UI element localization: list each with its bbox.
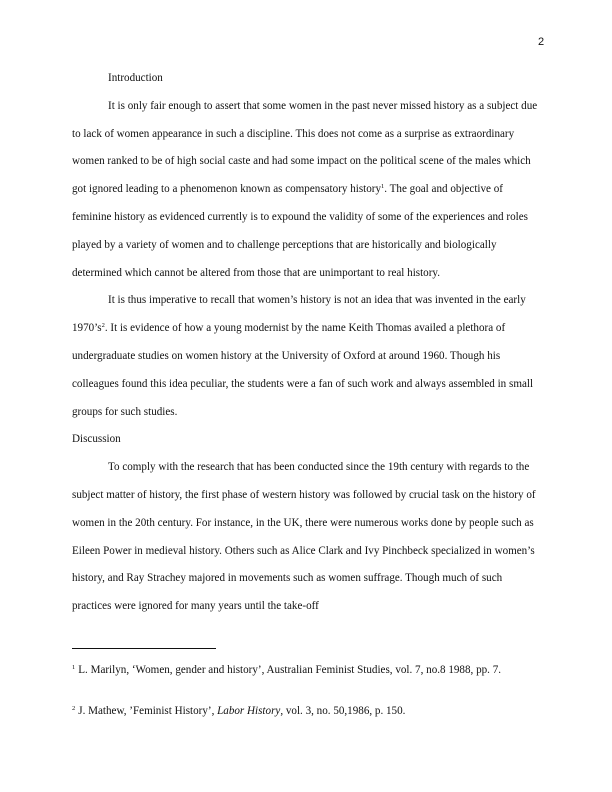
introduction-heading: Introduction [108,72,163,84]
footnote-1 [72,664,542,676]
document-body [72,65,540,621]
discussion-heading: Discussion [72,433,121,446]
footnote-number: 2 [72,705,76,712]
introduction-paragraph-2 [72,287,540,426]
paragraph-text: It is thus imperative to recall that women’s history is not an idea that was invented in the early 1970’s [72,294,526,335]
footnote-2 [72,705,542,717]
paragraph-text-continued: . It is evidence of how a young modernist by the name Keith Thomas availed a plethora of undergraduate studies on women history at the University of Oxford at around 1960. Though his colleagues found this idea peculiar, the students were a fan of such work and always assembled in small groups for such studies. [72,322,534,418]
footnote-number: 1 [72,664,76,671]
footnote-journal-title: Labor History [217,705,281,717]
footnote-ref-2: 2 [101,322,105,330]
discussion-paragraph-1: To comply with the research that has been conducted since the 19th century with regards to the subject matter of history, the first phase of western history was followed by crucial task on the history of women in the 20th century. For instance, in the UK, there were numerous works done by people such as Eileen Power in medieval history. Others such as Alice Clark and Ivy Pinchbeck specialized in women’s history, and Ray Strachey majored in movements such as women suffrage. Though much of such practices were ignored for many years until the take-off [72,461,536,613]
footnote-text-continued: , vol. 3, no. 50,1986, p. 150. [280,705,406,717]
paragraph-text-continued: . The goal and objective of feminine history as evidenced currently is to expound the validity of some of the experiences and roles played by a variety of women and to challenge perceptions that are historically and biologically determined which cannot be altered from those that are unimportant to real history. [72,183,528,279]
footnote-text: L. Marilyn, ‘Women, gender and history’, Australian Feminist Studies, vol. 7, no.8 1988, pp. 7. [78,664,502,676]
footnote-ref-1: 1 [381,183,385,191]
footnote-text: J. Mathew, ’Feminist History’, [78,705,218,717]
introduction-paragraph-1 [72,93,540,288]
footnote-separator [72,648,216,649]
page-number: 2 [538,36,545,48]
paragraph-text: It is only fair enough to assert that some women in the past never missed history as a subject due to lack of women appearance in such a discipline. This does not come as a surprise as extraordinary women ranked to be of high social caste and had some impact on the political scene of the males which got ignored leading to a phenomenon known as compensatory history [72,99,538,196]
